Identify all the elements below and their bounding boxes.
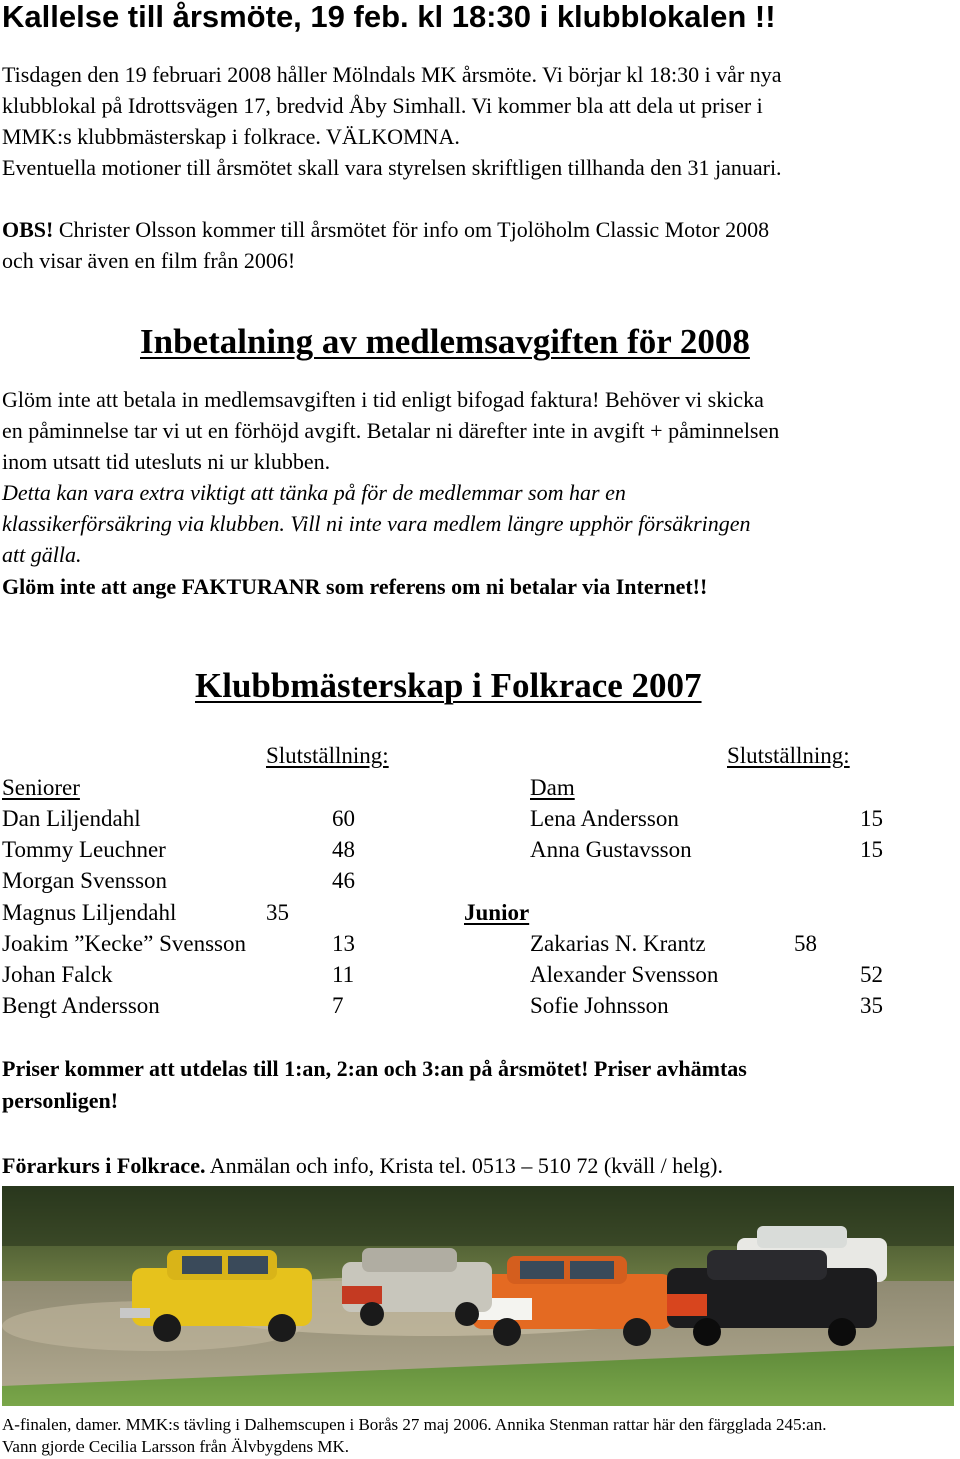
junior-name: Sofie Johnsson	[530, 993, 669, 1018]
standings-label-right: Slutställning:	[727, 743, 850, 768]
obs-label: OBS!	[2, 217, 54, 242]
prizes-line-1: Priser kommer att utdelas till 1:an, 2:an och 3:an på årsmötet! Priser avhämtas	[2, 1056, 747, 1081]
senior-name: Dan Liljendahl	[2, 806, 141, 831]
intro-line-4: Eventuella motioner till årsmötet skall vara styrelsen skriftligen tillhanda den 31 januari.	[2, 155, 782, 180]
senior-points: 7	[332, 993, 344, 1018]
payment-line-1: Glöm inte att betala in medlemsavgiften i tid enligt bifogad faktura! Behöver vi skicka	[2, 387, 764, 412]
junior-points: 58	[794, 931, 817, 956]
caption-line-2: Vann gjorde Cecilia Larsson från Älvbygdens MK.	[2, 1437, 350, 1456]
senior-name: Joakim ”Kecke” Svensson	[2, 931, 246, 956]
prizes-line-2: personligen!	[2, 1088, 119, 1113]
senior-name: Morgan Svensson	[2, 868, 168, 893]
championship-heading: Klubbmästerskap i Folkrace 2007	[195, 666, 702, 705]
folkrace-photo	[2, 1186, 954, 1406]
junior-name: Zakarias N. Krantz	[530, 931, 706, 956]
intro-line-1: Tisdagen den 19 februari 2008 håller Mölndals MK årsmöte. Vi börjar kl 18:30 i vår nya	[2, 62, 782, 87]
senior-points: 11	[332, 962, 355, 987]
caption-line-1: A-finalen, damer. MMK:s tävling i Dalhemscupen i Borås 27 maj 2006. Annika Stenman rattar här den färgglada 245:an.	[2, 1415, 827, 1434]
women-name: Lena Andersson	[530, 806, 679, 831]
senior-points: 48	[332, 837, 355, 862]
photo-caption	[2, 1414, 826, 1458]
junior-points: 52	[860, 962, 883, 987]
obs-line-2: och visar även en film från 2006!	[2, 248, 296, 273]
women-label: Dam	[530, 775, 575, 800]
payment-bold-line: Glöm inte att ange FAKTURANR som referens om ni betalar via Internet!!	[2, 574, 708, 599]
women-points: 15	[860, 806, 883, 831]
women-name: Anna Gustavsson	[530, 837, 692, 862]
standings-label-left: Slutställning:	[266, 743, 389, 768]
payment-line-2: en påminnelse tar vi ut en förhöjd avgift. Betalar ni därefter inte in avgift + påminnelsen	[2, 418, 780, 443]
course-text: Anmälan och info, Krista tel. 0513 – 510 72 (kväll / helg).	[205, 1153, 723, 1178]
senior-name: Magnus Liljendahl	[2, 900, 177, 925]
senior-points: 46	[332, 868, 355, 893]
senior-points: 60	[332, 806, 355, 831]
folkrace-cars-illustration	[2, 1186, 954, 1406]
senior-name: Bengt Andersson	[2, 993, 160, 1018]
payment-italic-line-2: klassikerförsäkring via klubben. Vill ni inte vara medlem längre upphör försäkringen	[2, 511, 751, 536]
payment-italic-line-1: Detta kan vara extra viktigt att tänka på för de medlemmar som har en	[2, 480, 626, 505]
obs-text: Christer Olsson kommer till årsmötet för info om Tjolöholm Classic Motor 2008	[53, 217, 770, 242]
junior-name: Alexander Svensson	[530, 962, 719, 987]
payment-heading: Inbetalning av medlemsavgiften för 2008	[140, 322, 750, 361]
junior-points: 35	[860, 993, 883, 1018]
junior-label: Junior	[464, 900, 530, 925]
payment-line-3: inom utsatt tid utesluts ni ur klubben.	[2, 449, 331, 474]
senior-name: Johan Falck	[2, 962, 113, 987]
senior-points: 13	[332, 931, 355, 956]
senior-name: Tommy Leuchner	[2, 837, 166, 862]
course-line	[2, 1150, 723, 1181]
senior-points: 35	[266, 900, 289, 925]
page-title: Kallelse till årsmöte, 19 feb. kl 18:30 i klubblokalen !!	[2, 0, 776, 34]
course-title: Förarkurs i Folkrace.	[2, 1153, 206, 1178]
obs-line-1	[2, 214, 769, 245]
payment-italic-line-3: att gälla.	[2, 542, 82, 567]
women-points: 15	[860, 837, 883, 862]
intro-line-2: klubblokal på Idrottsvägen 17, bredvid Åby Simhall. Vi kommer bla att dela ut priser i	[2, 93, 763, 118]
intro-line-3: MMK:s klubbmästerskap i folkrace. VÄLKOMNA.	[2, 124, 460, 149]
seniors-label: Seniorer	[2, 775, 80, 800]
